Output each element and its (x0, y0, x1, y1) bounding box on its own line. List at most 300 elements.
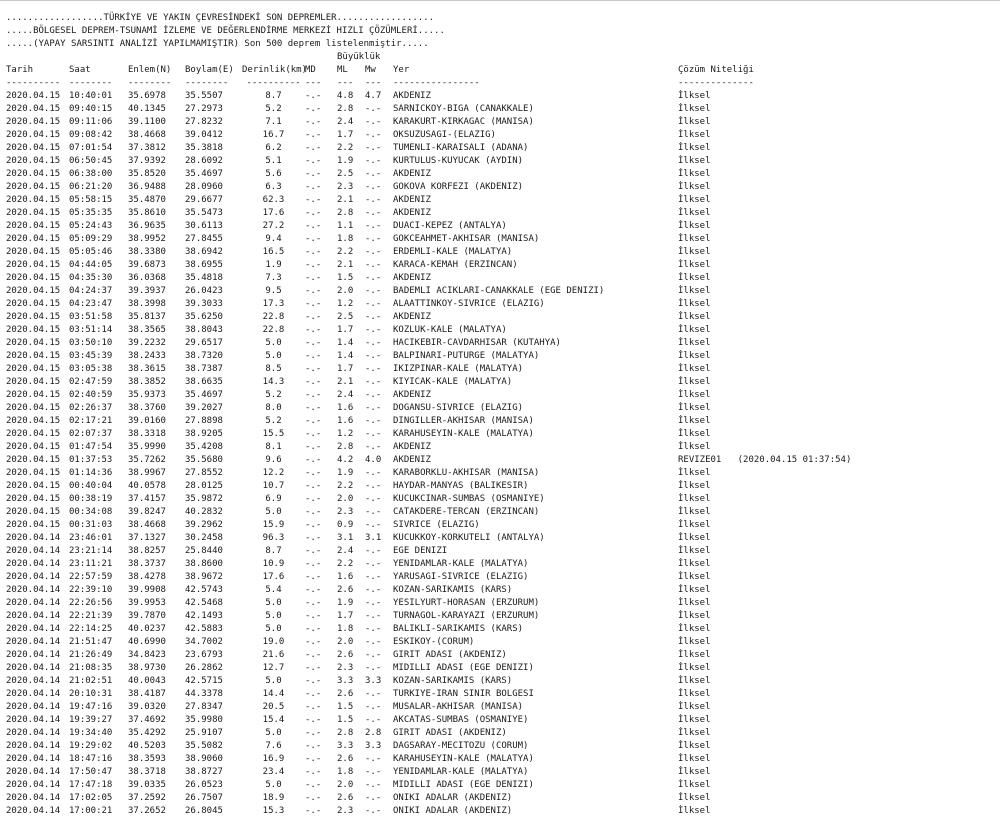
earthquake-row (6, 701, 996, 714)
column-header-row (6, 64, 996, 77)
cell-latitude: 36.9488 (128, 182, 166, 192)
cell-time: 03:51:14 (69, 325, 113, 335)
cell-ml: 2.8 (337, 104, 354, 114)
cell-date: 2020.04.14 (6, 715, 61, 725)
cell-longitude: 38.8727 (185, 767, 223, 777)
cell-depth: 5.2 (265, 390, 282, 400)
cell-latitude: 37.2592 (128, 793, 166, 803)
cell-depth: 5.1 (265, 156, 282, 166)
earthquake-row (6, 753, 996, 766)
cell-longitude: 26.0423 (185, 286, 223, 296)
cell-location: OKSUZUSAGI-(ELAZIG) (393, 130, 496, 140)
sep-date: ---------- (6, 78, 61, 88)
cell-ml: 2.3 (337, 806, 354, 816)
cell-ml: 2.6 (337, 793, 354, 803)
cell-date: 2020.04.15 (6, 130, 61, 140)
cell-mw: -.- (365, 156, 382, 166)
cell-depth: 19.0 (262, 637, 285, 647)
sep-time: -------- (69, 78, 113, 88)
cell-md: -.- (305, 689, 322, 699)
cell-depth: 5.0 (265, 611, 282, 621)
cell-longitude: 38.6942 (185, 247, 223, 257)
cell-depth: 15.3 (262, 806, 285, 816)
cell-ml: 2.8 (337, 728, 354, 738)
cell-date: 2020.04.15 (6, 455, 61, 465)
cell-solution-quality: İlksel (678, 533, 711, 543)
cell-time: 00:40:04 (69, 481, 113, 491)
earthquake-row (6, 480, 996, 493)
cell-location: KARAHUSEYIN-KALE (MALATYA) (393, 754, 534, 764)
cell-solution-quality: İlksel (678, 468, 711, 478)
cell-ml: 1.2 (337, 429, 354, 439)
cell-mw: -.- (365, 611, 382, 621)
cell-mw: -.- (365, 715, 382, 725)
earthquake-row (6, 649, 996, 662)
cell-ml: 2.6 (337, 754, 354, 764)
cell-mw: 3.1 (365, 533, 382, 543)
header-note-line: .....(YAPAY SARSINTI ANALİZİ YAPILMAMIŞTIR) Son 500 deprem listelenmiştir..... (6, 39, 429, 49)
cell-solution-quality: İlksel (678, 637, 711, 647)
cell-longitude: 38.6635 (185, 377, 223, 387)
cell-mw: -.- (365, 507, 382, 517)
cell-location: AKDENIZ (393, 273, 431, 283)
cell-solution-quality: İlksel (678, 429, 711, 439)
earthquake-row (6, 402, 996, 415)
cell-mw: -.- (365, 403, 382, 413)
cell-time: 22:39:10 (69, 585, 113, 595)
cell-mw: -.- (365, 260, 382, 270)
cell-mw: -.- (365, 689, 382, 699)
cell-depth: 5.2 (265, 104, 282, 114)
cell-time: 00:38:19 (69, 494, 113, 504)
cell-date: 2020.04.15 (6, 260, 61, 270)
cell-location: AKDENIZ (393, 208, 431, 218)
cell-ml: 1.9 (337, 156, 354, 166)
cell-time: 03:45:39 (69, 351, 113, 361)
cell-mw: -.- (365, 390, 382, 400)
cell-latitude: 40.6990 (128, 637, 166, 647)
cell-time: 09:11:06 (69, 117, 113, 127)
earthquake-row (6, 805, 996, 818)
cell-depth: 23.4 (262, 767, 285, 777)
cell-longitude: 28.6092 (185, 156, 223, 166)
earthquake-row (6, 779, 996, 792)
cell-date: 2020.04.14 (6, 741, 61, 751)
cell-longitude: 35.5082 (185, 741, 223, 751)
cell-date: 2020.04.15 (6, 234, 61, 244)
cell-time: 17:50:47 (69, 767, 113, 777)
cell-date: 2020.04.15 (6, 507, 61, 517)
cell-date: 2020.04.14 (6, 728, 61, 738)
cell-depth: 20.5 (262, 702, 285, 712)
sep-longitude: -------- (185, 78, 229, 88)
cell-md: -.- (305, 260, 322, 270)
cell-location: KOZAN-SARIKAMIS (KARS) (393, 676, 513, 686)
cell-solution-quality: İlksel (678, 689, 711, 699)
cell-ml: 2.4 (337, 390, 354, 400)
earthquake-row (6, 155, 996, 168)
earthquake-row (6, 506, 996, 519)
cell-depth: 8.1 (265, 442, 282, 452)
cell-md: -.- (305, 377, 322, 387)
cell-solution-quality: İlksel (678, 377, 711, 387)
cell-md: -.- (305, 130, 322, 140)
cell-latitude: 39.9953 (128, 598, 166, 608)
cell-mw: 4.7 (365, 91, 382, 101)
col-md: MD (305, 65, 316, 75)
cell-longitude: 38.7320 (185, 351, 223, 361)
cell-time: 22:14:25 (69, 624, 113, 634)
cell-depth: 8.7 (265, 91, 282, 101)
cell-latitude: 38.3318 (128, 429, 166, 439)
earthquake-row (6, 792, 996, 805)
cell-latitude: 38.3593 (128, 754, 166, 764)
cell-time: 17:47:18 (69, 780, 113, 790)
cell-longitude: 42.5715 (185, 676, 223, 686)
cell-ml: 3.3 (337, 676, 354, 686)
cell-latitude: 35.8520 (128, 169, 166, 179)
cell-longitude: 27.8347 (185, 702, 223, 712)
cell-mw: -.- (365, 624, 382, 634)
cell-time: 18:47:16 (69, 754, 113, 764)
cell-md: -.- (305, 247, 322, 257)
earthquake-row (6, 103, 996, 116)
cell-location: KOZAN-SARIKAMIS (KARS) (393, 585, 513, 595)
cell-ml: 1.8 (337, 767, 354, 777)
cell-solution-quality: İlksel (678, 494, 711, 504)
cell-depth: 6.9 (265, 494, 282, 504)
cell-location: ERDEMLI-KALE (MALATYA) (393, 247, 513, 257)
cell-date: 2020.04.14 (6, 546, 61, 556)
cell-solution-quality: İlksel (678, 338, 711, 348)
cell-longitude: 35.9872 (185, 494, 223, 504)
cell-location: TURNAGOL-KARAYAZI (ERZURUM) (393, 611, 540, 621)
cell-md: -.- (305, 234, 322, 244)
cell-date: 2020.04.15 (6, 156, 61, 166)
cell-depth: 5.0 (265, 507, 282, 517)
cell-solution-quality: İlksel (678, 286, 711, 296)
cell-ml: 2.4 (337, 117, 354, 127)
cell-location: EGE DENIZI (393, 546, 448, 556)
cell-ml: 1.4 (337, 338, 354, 348)
cell-ml: 2.1 (337, 260, 354, 270)
earthquake-row (6, 428, 996, 441)
cell-location: MIDILLI ADASI (EGE DENIZI) (393, 663, 534, 673)
cell-depth: 10.9 (262, 559, 285, 569)
cell-solution-quality: İlksel (678, 117, 711, 127)
cell-ml: 1.4 (337, 351, 354, 361)
header-agency-line: .....BÖLGESEL DEPREM-TSUNAMİ İZLEME VE DEĞERLENDİRME MERKEZİ HIZLI ÇÖZÜMLERİ..... (6, 26, 445, 36)
cell-depth: 5.0 (265, 338, 282, 348)
cell-md: -.- (305, 520, 322, 530)
cell-depth: 6.2 (265, 143, 282, 153)
cell-ml: 1.5 (337, 273, 354, 283)
cell-md: -.- (305, 221, 322, 231)
cell-md: -.- (305, 91, 322, 101)
cell-longitude: 30.6113 (185, 221, 223, 231)
cell-date: 2020.04.15 (6, 377, 61, 387)
cell-latitude: 38.3760 (128, 403, 166, 413)
cell-date: 2020.04.15 (6, 221, 61, 231)
cell-mw: -.- (365, 325, 382, 335)
cell-longitude: 27.8898 (185, 416, 223, 426)
cell-ml: 2.8 (337, 442, 354, 452)
cell-time: 19:29:02 (69, 741, 113, 751)
cell-solution-quality: İlksel (678, 104, 711, 114)
cell-mw: -.- (365, 780, 382, 790)
cell-longitude: 38.9205 (185, 429, 223, 439)
cell-location: AKCATAS-SUMBAS (OSMANIYE) (393, 715, 529, 725)
cell-location: KIYICAK-KALE (MALATYA) (393, 377, 513, 387)
cell-location: ONIKI ADALAR (AKDENIZ) (393, 806, 513, 816)
cell-longitude: 27.8455 (185, 234, 223, 244)
cell-latitude: 39.6873 (128, 260, 166, 270)
cell-mw: -.- (365, 338, 382, 348)
cell-solution-quality: İlksel (678, 182, 711, 192)
cell-longitude: 44.3378 (185, 689, 223, 699)
cell-ml: 2.0 (337, 780, 354, 790)
cell-depth: 1.9 (265, 260, 282, 270)
cell-date: 2020.04.15 (6, 104, 61, 114)
earthquake-row (6, 376, 996, 389)
cell-latitude: 35.4292 (128, 728, 166, 738)
cell-time: 04:24:37 (69, 286, 113, 296)
cell-solution-quality: İlksel (678, 793, 711, 803)
cell-longitude: 29.6677 (185, 195, 223, 205)
cell-ml: 2.2 (337, 481, 354, 491)
cell-solution-quality: İlksel (678, 546, 711, 556)
cell-date: 2020.04.14 (6, 754, 61, 764)
cell-mw: -.- (365, 494, 382, 504)
cell-mw: -.- (365, 663, 382, 673)
cell-md: -.- (305, 182, 322, 192)
col-location: Yer (393, 65, 410, 75)
cell-md: -.- (305, 195, 322, 205)
cell-location: GOKCEAHMET-AKHISAR (MANISA) (393, 234, 540, 244)
cell-depth: 5.0 (265, 780, 282, 790)
top-divider (0, 0, 1000, 1)
cell-solution-quality: İlksel (678, 598, 711, 608)
cell-date: 2020.04.14 (6, 624, 61, 634)
cell-time: 21:02:51 (69, 676, 113, 686)
cell-date: 2020.04.15 (6, 468, 61, 478)
cell-solution-quality: İlksel (678, 130, 711, 140)
cell-date: 2020.04.15 (6, 169, 61, 179)
cell-ml: 2.3 (337, 182, 354, 192)
cell-solution-quality: İlksel (678, 208, 711, 218)
cell-longitude: 42.1493 (185, 611, 223, 621)
earthquake-row (6, 532, 996, 545)
cell-longitude: 35.5680 (185, 455, 223, 465)
cell-longitude: 38.7387 (185, 364, 223, 374)
cell-solution-quality: İlksel (678, 143, 711, 153)
cell-md: -.- (305, 663, 322, 673)
cell-solution-quality: İlksel (678, 351, 711, 361)
cell-solution-quality: İlksel (678, 767, 711, 777)
cell-longitude: 38.9672 (185, 572, 223, 582)
cell-latitude: 40.0578 (128, 481, 166, 491)
cell-location: KARAHUSEYIN-KALE (MALATYA) (393, 429, 534, 439)
cell-longitude: 28.0125 (185, 481, 223, 491)
cell-md: -.- (305, 728, 322, 738)
cell-md: -.- (305, 481, 322, 491)
earthquake-row (6, 519, 996, 532)
cell-solution-quality: İlksel (678, 442, 711, 452)
cell-md: -.- (305, 754, 322, 764)
cell-latitude: 38.9952 (128, 234, 166, 244)
cell-time: 19:39:27 (69, 715, 113, 725)
cell-depth: 12.7 (262, 663, 285, 673)
earthquake-row (6, 571, 996, 584)
cell-mw: -.- (365, 195, 382, 205)
cell-location: YENIDAMLAR-KALE (MALATYA) (393, 767, 529, 777)
col-time: Saat (69, 65, 91, 75)
cell-latitude: 35.8610 (128, 208, 166, 218)
cell-mw: -.- (365, 169, 382, 179)
cell-ml: 0.9 (337, 520, 354, 530)
cell-ml: 4.8 (337, 91, 354, 101)
cell-latitude: 40.0237 (128, 624, 166, 634)
cell-longitude: 35.4697 (185, 390, 223, 400)
cell-ml: 2.8 (337, 208, 354, 218)
cell-mw: 3.3 (365, 676, 382, 686)
earthquake-row (6, 181, 996, 194)
cell-md: -.- (305, 559, 322, 569)
cell-ml: 3.3 (337, 741, 354, 751)
cell-depth: 96.3 (262, 533, 285, 543)
cell-solution-quality: İlksel (678, 702, 711, 712)
cell-location: ALAATTINKOY-SIVRICE (ELAZIG) (393, 299, 545, 309)
cell-date: 2020.04.15 (6, 364, 61, 374)
cell-depth: 22.8 (262, 325, 285, 335)
cell-ml: 1.7 (337, 130, 354, 140)
cell-location: KARACA-KEMAH (ERZINCAN) (393, 260, 518, 270)
cell-latitude: 38.4187 (128, 689, 166, 699)
cell-location: ESKIKOY-(CORUM) (393, 637, 475, 647)
cell-location: KARABORKLU-AKHISAR (MANISA) (393, 468, 540, 478)
cell-time: 04:23:47 (69, 299, 113, 309)
cell-time: 23:11:21 (69, 559, 113, 569)
earthquake-row (6, 714, 996, 727)
cell-location: SARNICKOY-BIGA (CANAKKALE) (393, 104, 534, 114)
earthquake-row (6, 727, 996, 740)
earthquake-row (6, 90, 996, 103)
cell-location: AKDENIZ (393, 312, 431, 322)
cell-latitude: 39.3937 (128, 286, 166, 296)
cell-mw: -.- (365, 299, 382, 309)
cell-solution-quality: İlksel (678, 780, 711, 790)
cell-ml: 1.8 (337, 234, 354, 244)
cell-date: 2020.04.15 (6, 273, 61, 283)
col-solution-quality: Çözüm Niteliği (678, 65, 754, 75)
cell-location: MIDILLI ADASI (EGE DENIZI) (393, 780, 534, 790)
cell-time: 01:37:53 (69, 455, 113, 465)
cell-longitude: 34.7002 (185, 637, 223, 647)
cell-ml: 2.0 (337, 494, 354, 504)
earthquake-row (6, 441, 996, 454)
cell-md: -.- (305, 546, 322, 556)
cell-longitude: 39.2962 (185, 520, 223, 530)
cell-date: 2020.04.15 (6, 91, 61, 101)
col-date: Tarih (6, 65, 34, 75)
cell-longitude: 42.5743 (185, 585, 223, 595)
earthquake-row (6, 272, 996, 285)
cell-location: BALPINARI-PUTURGE (MALATYA) (393, 351, 540, 361)
cell-longitude: 27.2973 (185, 104, 223, 114)
cell-date: 2020.04.15 (6, 325, 61, 335)
cell-location: DUACI-KEPEZ (ANTALYA) (393, 221, 507, 231)
cell-depth: 15.5 (262, 429, 285, 439)
cell-location: DOGANSU-SIVRICE (ELAZIG) (393, 403, 524, 413)
cell-location: GOKOVA KORFEZI (AKDENIZ) (393, 182, 524, 192)
cell-longitude: 38.9060 (185, 754, 223, 764)
cell-ml: 1.5 (337, 715, 354, 725)
cell-solution-quality: İlksel (678, 247, 711, 257)
cell-md: -.- (305, 507, 322, 517)
cell-longitude: 27.8232 (185, 117, 223, 127)
cell-date: 2020.04.14 (6, 533, 61, 543)
cell-longitude: 39.2027 (185, 403, 223, 413)
cell-mw: -.- (365, 247, 382, 257)
cell-ml: 2.1 (337, 377, 354, 387)
cell-depth: 18.9 (262, 793, 285, 803)
earthquake-row (6, 129, 996, 142)
cell-solution-quality: İlksel (678, 260, 711, 270)
cell-md: -.- (305, 325, 322, 335)
cell-depth: 6.3 (265, 182, 282, 192)
cell-solution-quality: İlksel (678, 676, 711, 686)
cell-longitude: 38.8600 (185, 559, 223, 569)
cell-mw: -.- (365, 442, 382, 452)
cell-mw: -.- (365, 364, 382, 374)
cell-location: KARAKURT-KIRKAGAC (MANISA) (393, 117, 534, 127)
cell-ml: 1.6 (337, 403, 354, 413)
cell-mw: 2.8 (365, 728, 382, 738)
cell-md: -.- (305, 494, 322, 504)
cell-mw: -.- (365, 312, 382, 322)
cell-date: 2020.04.15 (6, 520, 61, 530)
cell-md: -.- (305, 468, 322, 478)
cell-location: AKDENIZ (393, 91, 431, 101)
cell-time: 05:35:35 (69, 208, 113, 218)
cell-date: 2020.04.15 (6, 299, 61, 309)
cell-time: 01:14:36 (69, 468, 113, 478)
cell-time: 05:24:43 (69, 221, 113, 231)
cell-md: -.- (305, 741, 322, 751)
col-ml: ML (337, 65, 348, 75)
earthquake-row (6, 116, 996, 129)
earthquake-row (6, 415, 996, 428)
cell-time: 23:21:14 (69, 546, 113, 556)
cell-longitude: 35.4697 (185, 169, 223, 179)
earthquake-row (6, 259, 996, 272)
cell-latitude: 38.4668 (128, 520, 166, 530)
cell-mw: -.- (365, 468, 382, 478)
cell-depth: 16.9 (262, 754, 285, 764)
cell-depth: 7.1 (265, 117, 282, 127)
earthquake-rows (6, 90, 996, 818)
cell-mw: -.- (365, 559, 382, 569)
cell-longitude: 35.3818 (185, 143, 223, 153)
cell-longitude: 26.0523 (185, 780, 223, 790)
cell-depth: 17.3 (262, 299, 285, 309)
cell-ml: 1.5 (337, 702, 354, 712)
cell-latitude: 35.9990 (128, 442, 166, 452)
cell-solution-quality: İlksel (678, 507, 711, 517)
cell-solution-quality: İlksel (678, 91, 711, 101)
cell-longitude: 35.4208 (185, 442, 223, 452)
cell-location: YENIDAMLAR-KALE (MALATYA) (393, 559, 529, 569)
